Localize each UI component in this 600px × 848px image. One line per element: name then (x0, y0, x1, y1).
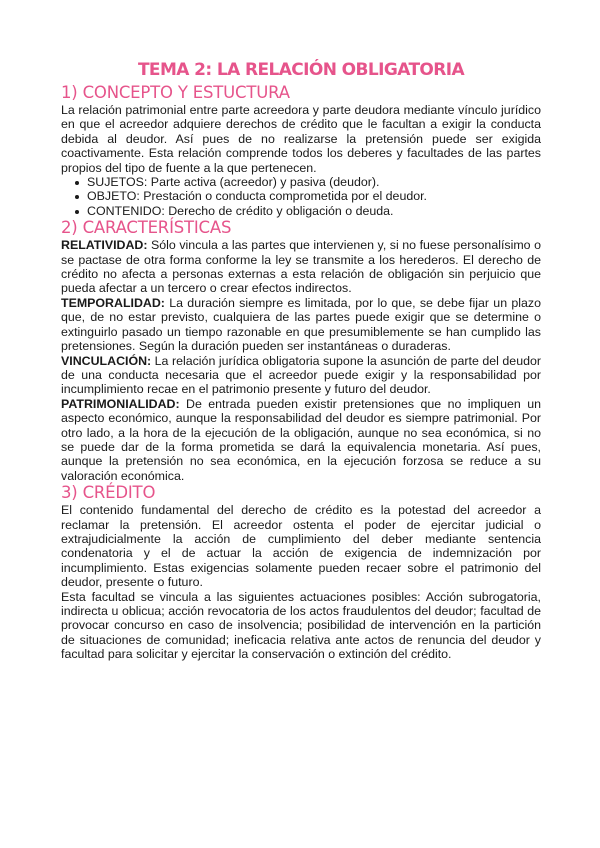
document-title: TEMA 2: LA RELACIÓN OBLIGATORIA (137, 60, 465, 80)
paragraph-vinculacion (61, 354, 541, 397)
section-caracteristicas (61, 218, 541, 483)
list-item-contenido: CONTENIDO: Derecho de crédito y obligación o deuda. (87, 204, 541, 218)
term-label: TEMPORALIDAD: (61, 295, 165, 310)
term-label: RELATIVIDAD: (61, 238, 148, 253)
section-concepto (61, 83, 541, 218)
section-paragraph: El contenido fundamental del derecho de crédito es la potestad del acreedor a reclamar la pretensión. El acreedor ostenta el poder de ejercitar judicial o extrajudicialmente la acción de cumplimiento del deber mediante sentencia condenatoria y el de actuar la acción de exigencia de indemnización por incumplimiento. Estas exigencias solamente pueden recaer sobre el patrimonio del deudor, presente o futuro. (61, 503, 541, 590)
term-text: La relación jurídica obligatoria supone la asunción de parte del deudor de una conducta necesaria que el acreedor puede exigir y la responsabilidad por incumplimiento recae en el patrimonio presente y futuro del deudor. (61, 353, 541, 397)
list-item-sujetos: SUJETOS: Parte activa (acreedor) y pasiva (deudor). (87, 175, 541, 189)
paragraph-relatividad (61, 238, 541, 296)
term-label: VINCULACIÓN: (61, 353, 152, 368)
section-heading: 2) CARACTERÍSTICAS (61, 218, 232, 238)
list-item-objeto: OBJETO: Prestación o conducta comprometida por el deudor. (87, 189, 541, 203)
term-text: La duración siempre es limitada, por lo que, se debe fijar un plazo que, de no estar previsto, cualquiera de las partes puede exigir que se determine o extinguirlo pasado un tiempo razonable en que presumiblemente se han cumplido las pretensiones. Según la duración pueden ser instantáneas o duraderas. (61, 295, 541, 354)
structure-list (61, 175, 541, 218)
term-text: Sólo vincula a las partes que intervienen y, si no fuese personalísimo o se pactase de otra forma conforme la ley se transmite a los herederos. El derecho de crédito no afecta a personas externas a esta relación de obligación sin perjuicio que pueda afectar a un tercero o crear efectos indirectos. (61, 238, 541, 296)
term-label: PATRIMONIALIDAD: (61, 396, 180, 411)
section-paragraph: La relación patrimonial entre parte acreedora y parte deudora mediante vínculo jurídico en que el acreedor adquiere derechos de crédito que le facultan a exigir la conducta debida al deudor. Así pues de no realizarse la pretensión puede ser exigida coactivamente. Esta relación comprende todos los deberes y facultades de las partes propios del tipo de fuente a la que pertenecen. (61, 103, 541, 175)
section-heading: 1) CONCEPTO Y ESTUCTURA (61, 83, 290, 102)
document-page (61, 58, 541, 662)
section-paragraph: Esta facultad se vincula a las siguientes actuaciones posibles: Acción subrogatoria, indirecta u oblicua; acción revocatoria de los actos fraudulentos del deudor; facultad de provocar concurso en caso de insolvencia; posibilidad de intervención en la partición de situaciones de comunidad; ineficacia relativa ante actos de renuncia del deudor y facultad para solicitar y ejercitar la conservación o extinción del crédito. (61, 589, 541, 662)
paragraph-temporalidad (61, 296, 541, 354)
section-credito (61, 483, 541, 661)
term-text: De entrada pueden existir pretensiones que no impliquen un aspecto económico, aunque la responsabilidad del deudor es siempre patrimonial. Por otro lado, a la hora de la ejecución de la obligación, aunque no sea económica, si no se puede dar de la forma prometida se dará la equivalencia monetaria. Así pues, aunque la pretensión no sea económica, en la ejecución forzosa se reduce a su valoración económica. (61, 396, 541, 483)
paragraph-patrimonialidad (61, 397, 541, 483)
section-heading: 3) CRÉDITO (61, 483, 156, 503)
